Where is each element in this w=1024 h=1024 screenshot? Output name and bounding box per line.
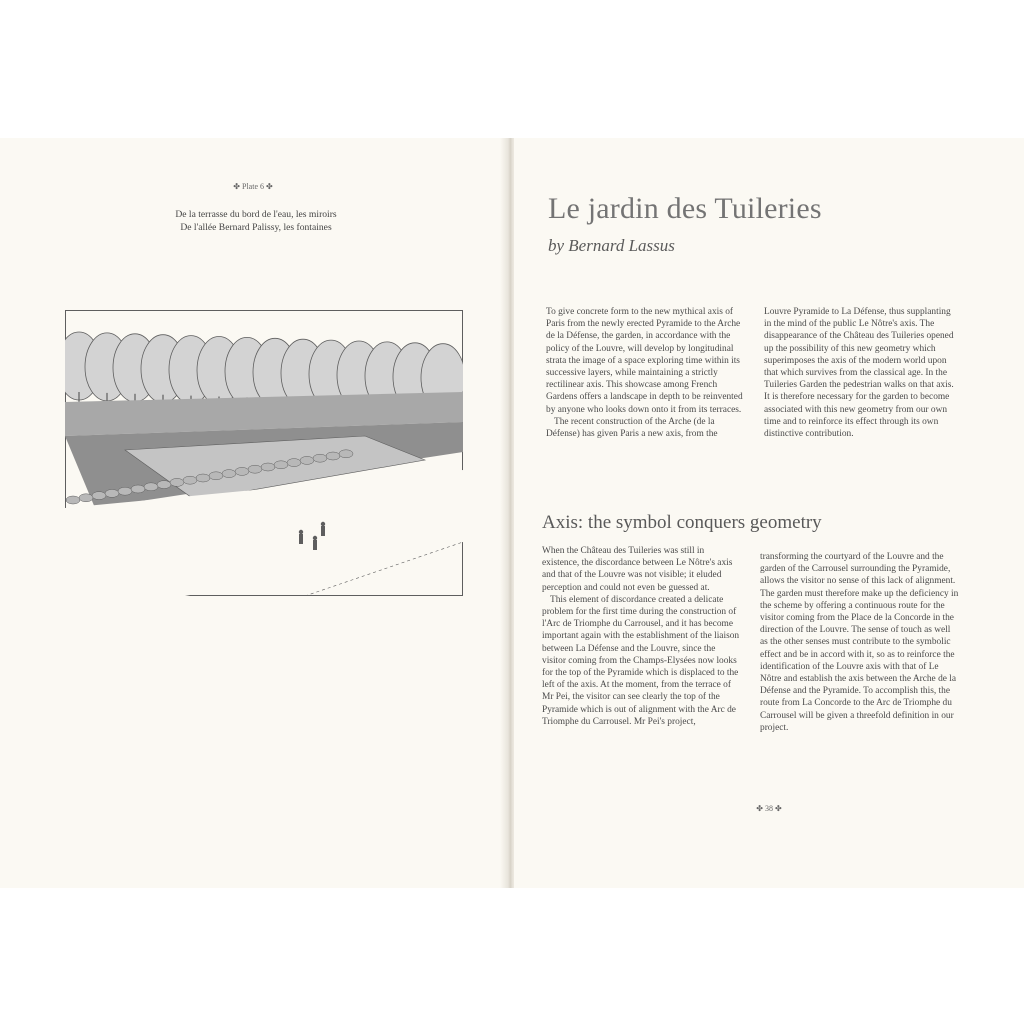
shrub (235, 467, 249, 475)
garden-engraving (65, 310, 463, 596)
article-title: Le jardin des Tuileries (548, 192, 822, 225)
section-column-1 (542, 545, 740, 728)
shrub (313, 454, 327, 462)
caption-line: De la terrasse du bord de l'eau, les miroirs (175, 209, 337, 220)
shrub (209, 472, 223, 480)
shrub (144, 483, 158, 491)
shrub (79, 494, 93, 502)
shrub (222, 470, 236, 478)
paragraph: When the Château des Tuileries was still in existence, the discordance between Le Nôtre's axis and that of the Louvre was not visible; it eluded perception and could not even be guessed at. (542, 546, 733, 593)
paragraph: Louvre Pyramide to La Défense, thus supplanting in the mind of the public Le Nôtre's axis. The disappearance of the Château des Tuileries opened up the possibility of this new geometry which superimposes the axis of the modern world upon that which survives from the classical age. In the Tuileries Garden the pedestrian walks on that axis. It is therefore necessary for the garden to become associated with this new geometry from our own time and to reinforce its effect through its own distinctive contribution. (764, 307, 954, 440)
garden-illustration (65, 310, 463, 596)
shrub (287, 459, 301, 467)
shrub (157, 481, 171, 489)
shrub (92, 492, 106, 500)
shrub (339, 450, 353, 458)
plate-label: ✤ Plate 6 ✤ (233, 182, 273, 191)
section-column-2 (760, 551, 960, 734)
paragraph: To give concrete form to the new mythical axis of Paris from the newly erected Pyramide to the Arche de la Défense, the garden, in accordance with the policy of the Louvre, will develop by longitudinal strata the image of a space exploring time within its successive layers, while maintaining a strictly rectilinear axis. This showcase among French Gardens offers a landscape in depth to be reinvented by anyone who looks down onto it from its terraces. (546, 307, 743, 415)
visitor-head (299, 530, 303, 534)
book-spread (0, 138, 1024, 888)
shrub (261, 463, 275, 471)
visitor-head (313, 536, 317, 540)
plate-caption (150, 208, 362, 234)
page-number: ✤ 38 ✤ (756, 804, 782, 813)
visitor-head (321, 522, 325, 526)
shrub (131, 485, 145, 493)
visitor-body (321, 526, 325, 536)
shrub (300, 456, 314, 464)
paragraph: transforming the courtyard of the Louvre and the garden of the Carrousel surrounding the Pyramide, allows the visitor no sense of this lack of alignment. The garden must therefore make up the deficiency in the scheme by offering a continuous route for the visitor coming from the Place de la Concorde in the direction of the Louvre. The sense of touch as well as the other senses must contribute to the symbolic effect and be in accord with it, so as to reinforce the identification of the Louvre axis with that of Le Nôtre and establish the axis between the Arche de la Défense and the Pyramide. To accomplish this, the route from La Concorde to the Arc de Triomphe du Carrousel will be given a threefold definition in our project. (760, 552, 959, 733)
visitor-body (299, 534, 303, 544)
shrub (274, 461, 288, 469)
intro-column-1 (546, 306, 748, 440)
shrub (118, 487, 132, 495)
paragraph: The recent construction of the Arche (de la Défense) has given Paris a new axis, from the (546, 416, 718, 440)
shrub (170, 478, 184, 486)
paragraph: This element of discordance created a delicate problem for the first time during the construction of l'Arc de Triomphe du Carrousel, and it has become important again with the establishment of the liaison between La Défense and the Louvre, since the visitor coming from the Champs-Elysées now looks for the top of the Pyramide which is displaced to the left of the axis. At the moment, from the terrace of Mr Pei, the visitor can see clearly the top of the Pyramide which is out of alignment with the Arc de Triomphe du Carrousel. Mr Pei's project, (542, 594, 740, 727)
left-page (0, 138, 506, 888)
visitor-body (313, 540, 317, 550)
shrub (248, 465, 262, 473)
intro-column-2 (764, 306, 960, 440)
shrub (196, 474, 210, 482)
article-author: by Bernard Lassus (548, 236, 675, 255)
shrub (183, 476, 197, 484)
shrub (105, 489, 119, 497)
section-heading: Axis: the symbol conquers geometry (542, 512, 822, 533)
caption-line: De l'allée Bernard Palissy, les fontaines (180, 222, 332, 233)
right-page (514, 138, 1024, 888)
shrub (66, 496, 80, 504)
shrub (326, 452, 340, 460)
